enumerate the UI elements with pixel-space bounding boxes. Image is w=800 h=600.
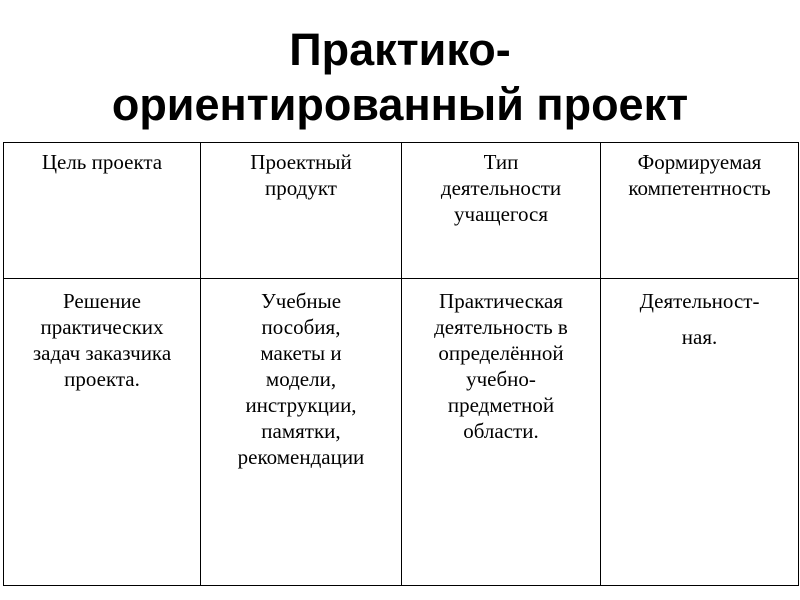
cell-goal-line: Решение — [62, 289, 141, 313]
cell-product-line: инструкции, — [245, 393, 357, 417]
header-activity-line: деятельности — [440, 176, 562, 200]
cell-goal-line: практических — [40, 315, 164, 339]
cell-activity-line: области. — [463, 419, 539, 443]
cell-goal — [4, 279, 201, 586]
cell-competence — [601, 279, 799, 586]
cell-product-line: памятки, — [261, 419, 341, 443]
header-cell-goal — [4, 143, 201, 279]
cell-goal-line: задач заказчика — [32, 341, 172, 365]
cell-product-line: модели, — [265, 367, 337, 391]
cell-product-line: макеты и — [260, 341, 342, 365]
header-competence-line: Формируемая — [637, 150, 762, 174]
cell-activity-line: Практическая — [439, 289, 563, 313]
header-product-line: продукт — [265, 176, 337, 200]
header-activity-line: Тип — [483, 150, 519, 174]
header-cell-competence — [601, 143, 799, 279]
cell-product-line: Учебные — [260, 289, 342, 313]
cell-product — [201, 279, 402, 586]
table-header-row — [4, 143, 799, 279]
cell-product-line: рекомендации — [237, 445, 365, 469]
slide-title — [0, 22, 800, 132]
header-product-line: Проектный — [250, 150, 352, 174]
header-cell-product — [201, 143, 402, 279]
cell-activity-line: определённой — [438, 341, 564, 365]
cell-competence-line: Деятельност- — [639, 289, 760, 313]
cell-activity-type — [402, 279, 601, 586]
header-activity-line: учащегося — [454, 202, 548, 226]
header-competence-line: компетентность — [628, 176, 771, 200]
cell-product-line: пособия, — [261, 315, 341, 339]
cell-goal-line: проекта. — [64, 367, 140, 391]
header-cell-activity-type — [402, 143, 601, 279]
cell-activity-line: предметной — [447, 393, 555, 417]
header-goal-line: Цель проекта — [41, 150, 163, 174]
table-row — [4, 279, 799, 586]
cell-activity-line: деятельность в — [434, 315, 568, 339]
cell-activity-line: учебно- — [466, 367, 536, 391]
cell-competence-line: ная. — [681, 325, 718, 349]
slide-title-line-2: ориентированный проект — [111, 79, 689, 130]
project-table — [3, 142, 799, 586]
slide-title-line-1: Практико- — [289, 24, 511, 75]
